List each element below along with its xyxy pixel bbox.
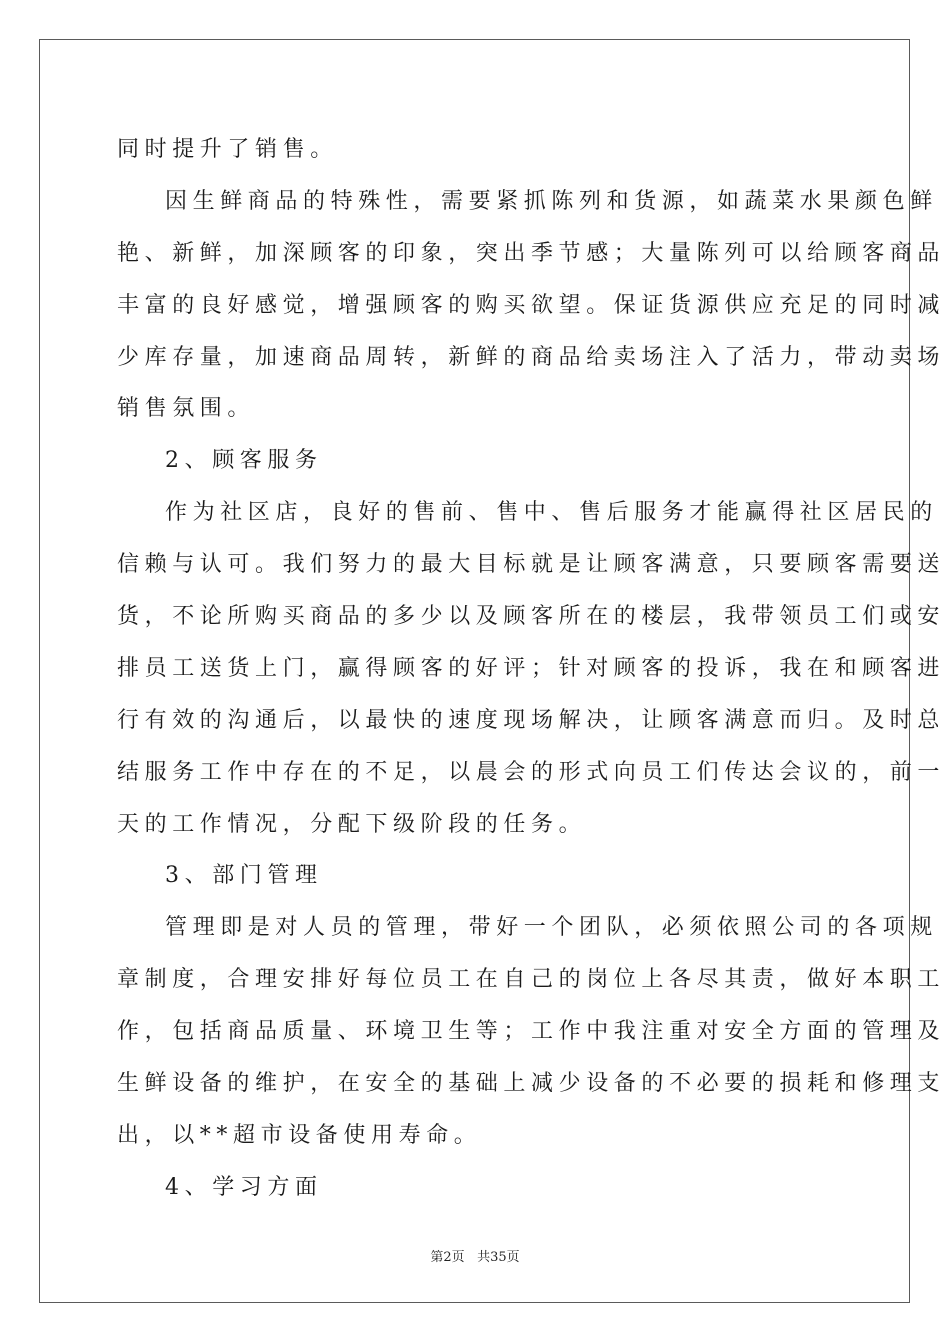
paragraph-line: 出，以**超市设备使用寿命。 — [117, 1122, 482, 1148]
paragraph-line: 销售氛围。 — [117, 396, 256, 422]
paragraph-line: 少库存量，加速商品周转，新鲜的商品给卖场注入了活力，带动卖场 — [117, 344, 946, 370]
paragraph-line: 信赖与认可。我们努力的最大目标就是让顾客满意，只要顾客需要送 — [117, 552, 946, 578]
paragraph-line: 因生鲜商品的特殊性，需要紧抓陈列和货源，如蔬菜水果颜色鲜 — [165, 188, 938, 214]
paragraph-line: 艳、新鲜，加深顾客的印象，突出季节感；大量陈列可以给顾客商品 — [117, 240, 946, 266]
paragraph-line: 结服务工作中存在的不足，以晨会的形式向员工们传达会议的，前一 — [117, 759, 946, 785]
paragraph-line: 排员工送货上门，赢得顾客的好评；针对顾客的投诉，我在和顾客进 — [117, 655, 946, 681]
paragraph-line: 天的工作情况，分配下级阶段的任务。 — [117, 811, 587, 837]
page-number: 第2页 — [430, 1250, 465, 1265]
paragraph-line: 同时提升了销售。 — [117, 137, 338, 162]
page-footer — [0, 1246, 950, 1265]
paragraph-line: 货，不论所购买商品的多少以及顾客所在的楼层，我带领员工们或安 — [117, 604, 946, 630]
section-heading: 3、部门管理 — [165, 863, 323, 889]
paragraph-line: 作为社区店，良好的售前、售中、售后服务才能赢得社区居民的 — [165, 500, 938, 526]
paragraph-line: 生鲜设备的维护，在安全的基础上减少设备的不必要的损耗和修理支 — [117, 1071, 946, 1097]
paragraph-line: 章制度，合理安排好每位员工在自己的岗位上各尽其责，做好本职工 — [117, 967, 946, 993]
section-heading: 4、学习方面 — [165, 1174, 323, 1200]
paragraph-line: 丰富的良好感觉，增强顾客的购买欲望。保证货源供应充足的同时减 — [117, 292, 946, 318]
page-total: 共35页 — [477, 1250, 520, 1265]
paragraph-line: 行有效的沟通后，以最快的速度现场解决，让顾客满意而归。及时总 — [117, 707, 946, 733]
paragraph-line: 作，包括商品质量、环境卫生等；工作中我注重对安全方面的管理及 — [117, 1019, 946, 1045]
paragraph-line: 管理即是对人员的管理，带好一个团队，必须依照公司的各项规 — [165, 915, 938, 941]
section-heading: 2、顾客服务 — [165, 448, 323, 474]
document-body — [117, 124, 946, 1214]
